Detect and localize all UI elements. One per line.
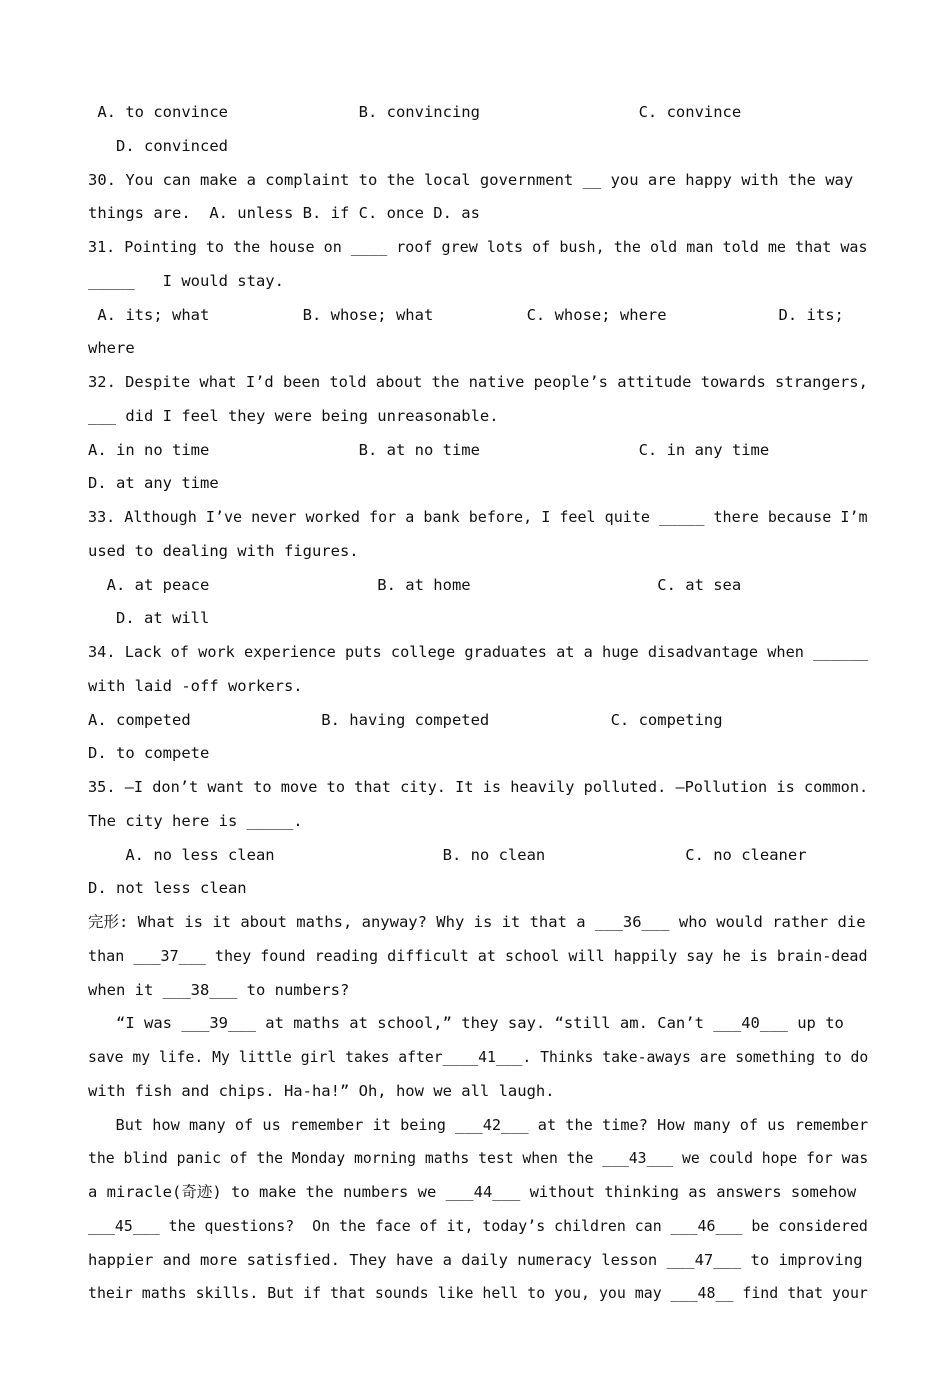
text-line: D. convinced — [88, 136, 228, 155]
text-line: with fish and chips. Ha-ha!” Oh, how we all laugh. — [88, 1081, 555, 1100]
text-line: D. at will — [88, 609, 210, 628]
text-line: when it ___38___ to numbers? — [88, 980, 350, 999]
text-line: D. at any time — [88, 474, 219, 493]
text-line: 35. —I don’t want to move to that city. It is heavily polluted. —Pollution is common. — [88, 778, 869, 796]
text-line: 34. Lack of work experience puts college graduates at a huge disadvantage when ______ — [88, 643, 869, 661]
text-line: 完形: What is it about maths, anyway? Why is it that a ___36___ who would rather die — [88, 913, 866, 931]
text-line: But how many of us remember it being ___42___ at the time? How many of us remember — [88, 1115, 869, 1134]
text-line: D. not less clean — [88, 879, 247, 898]
text-line: A. no less clean B. no clean C. no cleaner — [88, 845, 807, 864]
text-line: The city here is _____. — [88, 811, 303, 830]
text-line: the blind panic of the Monday morning maths test when the ___43___ we could hope for was — [88, 1149, 869, 1168]
text-line: A. competed B. having competed C. competing — [88, 710, 723, 729]
text-line: A. in no time B. at no time C. in any time — [88, 440, 770, 459]
text-line: things are. A. unless B. if C. once D. as — [88, 204, 480, 223]
text-line: ___ did I feel they were being unreasonable. — [88, 406, 499, 425]
text-line: “I was ___39___ at maths at school,” they say. “still am. Can’t ___40___ up to — [88, 1014, 844, 1033]
text-line: 31. Pointing to the house on ____ roof grew lots of bush, the old man told me that was — [88, 238, 868, 256]
text-line: A. to convince B. convincing C. convince — [88, 103, 742, 121]
text-line: used to dealing with figures. — [88, 541, 359, 560]
text-line: A. its; what B. whose; what C. whose; where D. its; — [88, 305, 844, 324]
text-line: with laid -off workers. — [88, 676, 303, 695]
text-line: than ___37___ they found reading difficult at school will happily say he is brain-dead — [88, 946, 868, 965]
text-line: 32. Despite what I’d been told about the native people’s attitude towards strangers, — [88, 373, 868, 391]
text-line: 30. You can make a complaint to the local government __ you are happy with the way — [88, 170, 854, 189]
text-line: happier and more satisfied. They have a daily numeracy lesson ___47___ to improving — [88, 1250, 863, 1269]
text-line: A. at peace B. at home C. at sea — [88, 575, 742, 594]
text-line: _____ I would stay. — [88, 271, 284, 290]
text-line: D. to compete — [88, 744, 210, 763]
text-line: save my life. My little girl takes after____41___. Thinks take-aways are something to do — [88, 1048, 869, 1066]
text-line: ___45___ the questions? On the face of it, today’s children can ___46___ be considered — [88, 1216, 868, 1235]
text-line: where — [88, 339, 135, 358]
text-line: a miracle(奇迹) to make the numbers we ___44___ without thinking as answers somehow — [88, 1183, 857, 1201]
text-line: their maths skills. But if that sounds like hell to you, you may ___48__ find that your — [88, 1284, 868, 1303]
text-line: 33. Although I’ve never worked for a bank before, I feel quite _____ there because I’m — [88, 508, 868, 526]
